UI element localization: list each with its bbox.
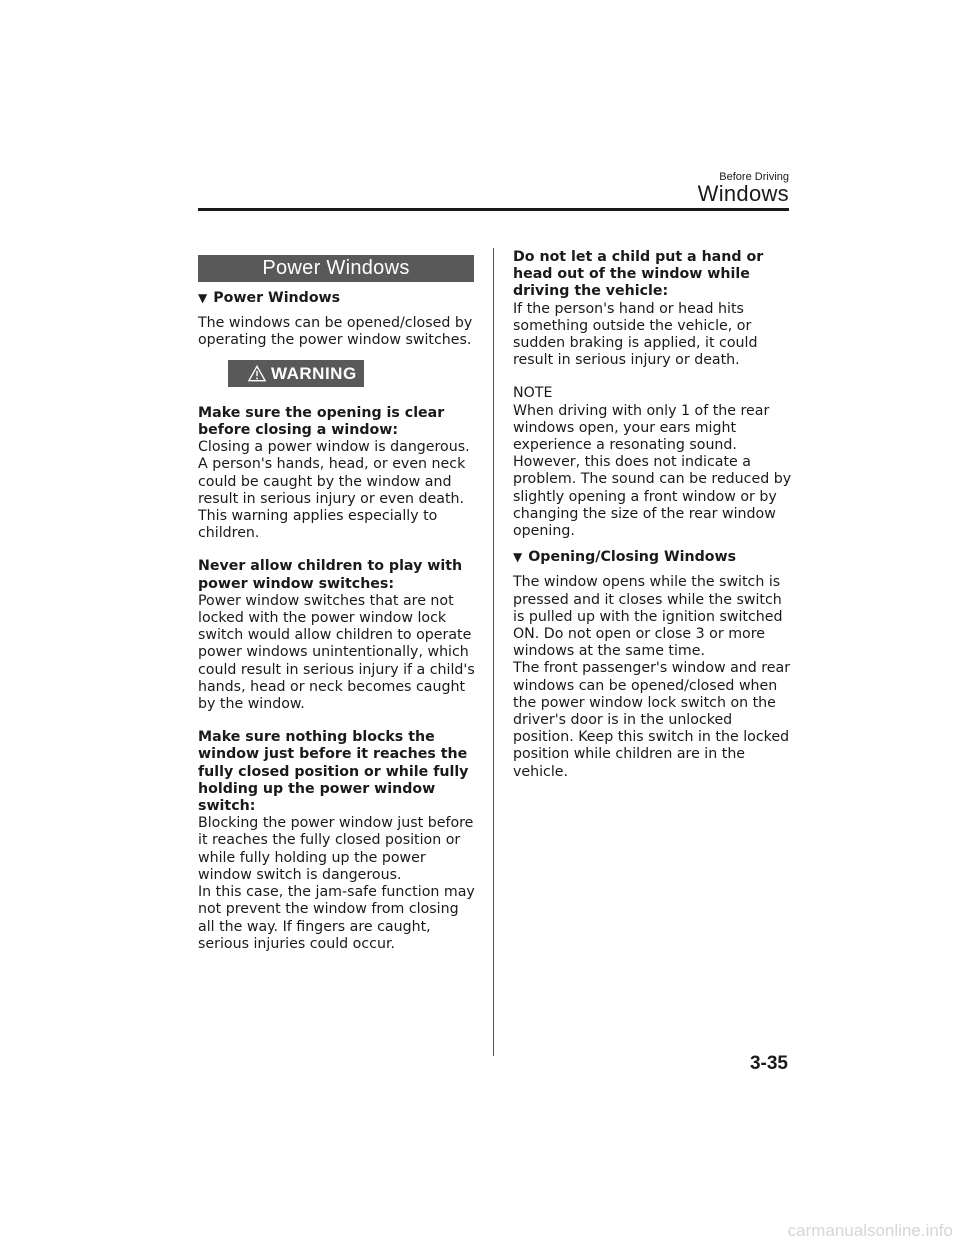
header-divider [198, 208, 789, 211]
warning-item [198, 729, 476, 953]
left-column [198, 255, 476, 953]
warning-body: Closing a power window is dangerous. A person's hands, head, or even neck could be caught by the window and result in serious injury or even death. This warning applies especially to children. [198, 439, 470, 542]
intro-paragraph: The windows can be opened/closed by operating the power window switches. [198, 315, 473, 349]
page-title: Windows [697, 181, 789, 206]
triangle-down-icon: ▼ [198, 291, 208, 305]
warning-item [198, 558, 476, 713]
warning-item [513, 249, 793, 369]
right-column [513, 249, 793, 781]
subheading-label: Opening/Closing Windows [528, 549, 737, 566]
warning-body: In this case, the jam-safe function may not prevent the window from closing all the way. If fingers are caught, serious injuries could occur. [198, 884, 475, 952]
note-block [513, 385, 793, 540]
warning-body: Power window switches that are not locked with the power window lock switch would allow children to operate power windows unintentionally, which could result in serious injury if a child's hands, head or neck becomes caught by the window. [198, 592, 475, 713]
subheading-opening-closing [513, 549, 793, 566]
warning-heading: Make sure nothing blocks the window just before it reaches the fully closed position or while fully holding up the power window switch: [198, 729, 469, 815]
subheading-power-windows [198, 290, 476, 307]
warning-triangle-icon [248, 365, 266, 382]
warning-heading: Make sure the opening is clear before closing a window: [198, 404, 445, 439]
note-label: NOTE [513, 385, 553, 402]
section-title-bar: Power Windows [198, 255, 474, 282]
warning-heading: Do not let a child put a hand or head out of the window while driving the vehicle: [513, 249, 764, 300]
section-label: Before Driving [719, 171, 789, 183]
body-paragraph: The front passenger's window and rear windows can be opened/closed when the power window lock switch on the driver's door is in the unlocked position. Keep this switch in the locked position while children are in the vehicle. [513, 660, 791, 780]
warning-banner [228, 360, 364, 387]
warning-label: WARNING [271, 363, 357, 383]
warning-body: Blocking the power window just before it reaches the fully closed position or while fully holding up the power window switch is dangerous. [198, 815, 474, 883]
note-body: When driving with only 1 of the rear windows open, your ears might experience a resonating sound. However, this does not indicate a problem. The sound can be reduced by slightly opening a front window or by changing the size of the rear window opening. [513, 402, 792, 540]
warning-body: If the person's hand or head hits something outside the vehicle, or sudden braking is applied, it could result in serious injury or death. [513, 300, 758, 369]
column-divider [493, 248, 494, 1056]
subheading-label: Power Windows [213, 290, 341, 306]
warning-item [198, 405, 476, 543]
triangle-down-icon: ▼ [513, 550, 523, 565]
warning-heading: Never allow children to play with power window switches: [198, 558, 463, 592]
watermark: carmanualsonline.info [787, 1221, 953, 1240]
body-paragraph: The window opens while the switch is pressed and it closes while the switch is pulled up with the ignition switched ON. Do not open or close 3 or more windows at the same time. [513, 574, 783, 660]
page-number: 3-35 [749, 1053, 788, 1074]
